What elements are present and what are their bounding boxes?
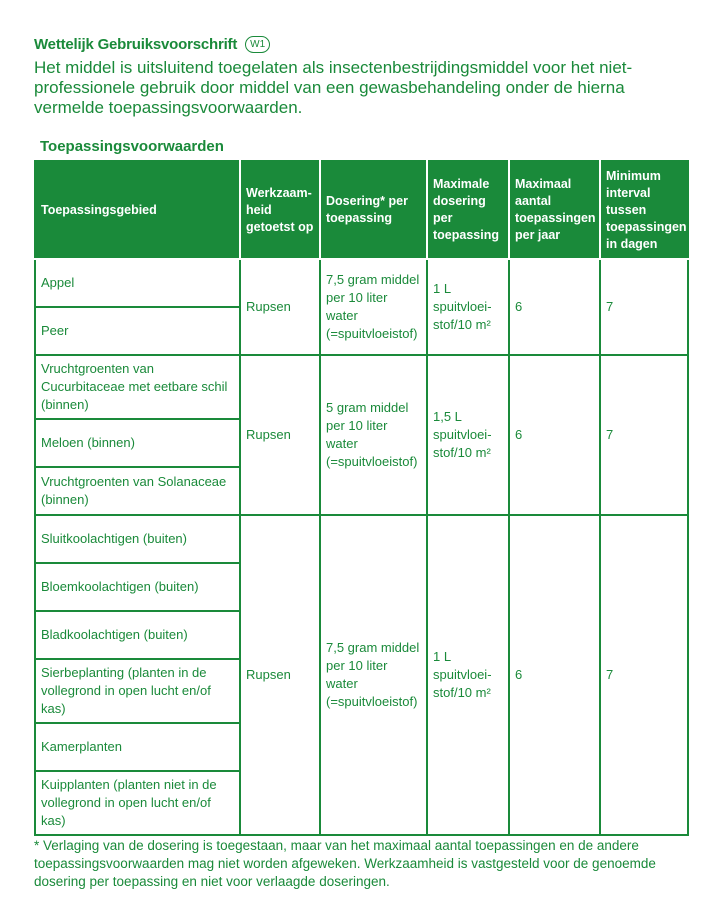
area-cell: Meloen (binnen) bbox=[35, 419, 240, 467]
w1-badge: W1 bbox=[245, 36, 270, 53]
area-cell: Appel bbox=[35, 259, 240, 307]
table-row bbox=[35, 515, 688, 563]
interval-cell: 7 bbox=[600, 355, 688, 515]
col-header-max-dosering: Maximale dosering per toepassing bbox=[427, 161, 509, 259]
werkzaamheid-cell: Rupsen bbox=[240, 259, 320, 355]
area-cell: Peer bbox=[35, 307, 240, 355]
title-row bbox=[34, 36, 270, 53]
col-header-interval: Minimum interval tussen toepassingen in dagen bbox=[600, 161, 688, 259]
table-row bbox=[35, 259, 688, 307]
col-header-toepassingsgebied: Toepassingsgebied bbox=[35, 161, 240, 259]
section-title: Toepassingsvoorwaarden bbox=[40, 138, 224, 155]
max-aantal-cell: 6 bbox=[509, 515, 600, 835]
col-header-werkzaamheid: Werkzaam-heid getoetst op bbox=[240, 161, 320, 259]
max-aantal-cell: 6 bbox=[509, 259, 600, 355]
max-dosering-cell: 1 L spuitvloei-stof/10 m² bbox=[427, 515, 509, 835]
dosering-cell: 7,5 gram middel per 10 liter water (=spuitvloeistof) bbox=[320, 259, 427, 355]
area-cell: Sierbeplanting (planten in de vollegrond in open lucht en/of kas) bbox=[35, 659, 240, 723]
area-cell: Bladkoolachtigen (buiten) bbox=[35, 611, 240, 659]
area-cell: Vruchtgroenten van Solanaceae (binnen) bbox=[35, 467, 240, 515]
max-dosering-cell: 1,5 L spuitvloei-stof/10 m² bbox=[427, 355, 509, 515]
interval-cell: 7 bbox=[600, 515, 688, 835]
col-header-max-aantal: Maximaal aantal toepassingen per jaar bbox=[509, 161, 600, 259]
page-title: Wettelijk Gebruiksvoorschrift bbox=[34, 36, 238, 53]
max-aantal-cell: 6 bbox=[509, 355, 600, 515]
werkzaamheid-cell: Rupsen bbox=[240, 355, 320, 515]
interval-cell: 7 bbox=[600, 259, 688, 355]
footnote: * Verlaging van de dosering is toegestaan, maar van het maximaal aantal toepassingen en de andere toepassingsvoorwaarden mag niet worden afgeweken. Werkzaamheid is vastgesteld voor de genoemde dosering per toepassing en niet voor verlaagde doseringen. bbox=[34, 838, 656, 889]
area-cell: Bloemkoolachtigen (buiten) bbox=[35, 563, 240, 611]
max-dosering-cell: 1 L spuitvloei-stof/10 m² bbox=[427, 259, 509, 355]
table-row bbox=[35, 355, 688, 419]
conditions-table bbox=[34, 160, 689, 836]
area-cell: Kuipplanten (planten niet in de vollegrond in open lucht en/of kas) bbox=[35, 771, 240, 835]
area-cell: Kamerplanten bbox=[35, 723, 240, 771]
dosering-cell: 5 gram middel per 10 liter water (=spuitvloeistof) bbox=[320, 355, 427, 515]
table-header-row bbox=[35, 161, 688, 259]
area-cell: Sluitkoolachtigen (buiten) bbox=[35, 515, 240, 563]
werkzaamheid-cell: Rupsen bbox=[240, 515, 320, 835]
intro-text: Het middel is uitsluitend toegelaten als insectenbestrijdingsmiddel voor het niet-professionele gebruik door middel van een gewasbehandeling onder de hierna vermelde toepassingsvoorwaarden. bbox=[34, 58, 633, 117]
area-cell: Vruchtgroenten van Cucurbitaceae met eetbare schil (binnen) bbox=[35, 355, 240, 419]
dosering-cell: 7,5 gram middel per 10 liter water (=spuitvloeistof) bbox=[320, 515, 427, 835]
col-header-dosering: Dosering* per toepassing bbox=[320, 161, 427, 259]
